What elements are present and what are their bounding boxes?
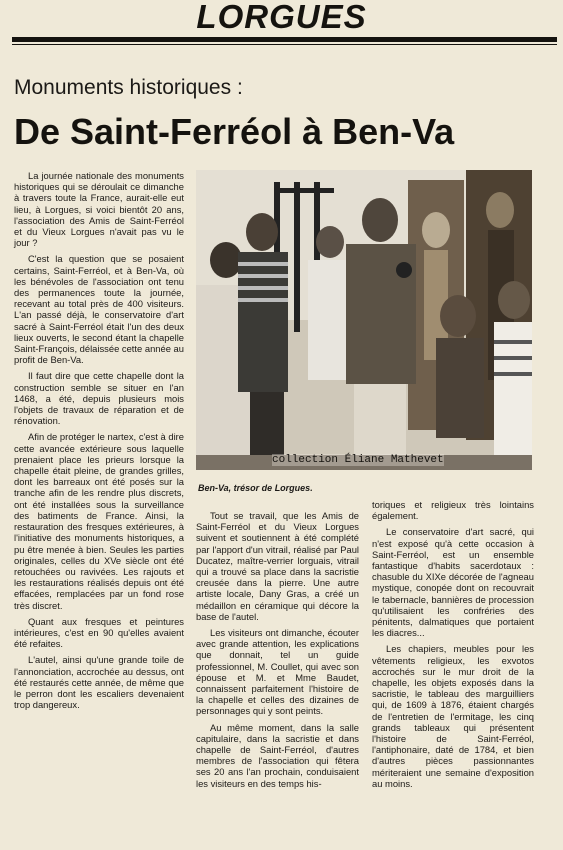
paragraph: La journée nationale des monuments historiques qui se déroulait ce dimanche à travers toute la France, aurait-elle eut lieu, à Lorgues, si voici bientôt 20 ans, l'association des Amis de Saint-Ferréol et du Vieux Lorgues n'avait pas vu le jour ? xyxy=(14,170,184,249)
paragraph: Au même moment, dans la salle capitulaire, dans la sacristie et dans chapelle de Saint-Ferréol, d'autres membres de l'association qui fêtera ses 20 ans l'an prochain, conduisaient les visiteurs en des temps his- xyxy=(196,721,359,789)
section-rubric xyxy=(0,0,563,40)
paragraph: Les chapiers, meubles pour les vêtements religieux, les exvotos accrochés sur le mur droit de la chapelle, les objets exposés dans la sacristie, le tableau des marguilliers qui, de 1609 à 1876, étaient chargés de l'entretien de l'ermitage, les cinq grands tableaux qui présentent l'histoire de Saint-Ferréol, l'antiphonaire, daté de 1784, et bien d'autres pièces passionnantes mériteraient une semaine d'exposition au moins. xyxy=(372,643,534,789)
paragraph: Le conservatoire d'art sacré, qui n'est exposé qu'à cette occasion à Saint-Ferréol, est un ensemble fantastique d'habits sacerdotaux : chasuble du XIXe décorée de l'agneau mystique, conopée dont on recouvrait le tabernacle, bannières de procession qu'utilisaient les confréries des pénitents, dalmatiques que portaient les diacres... xyxy=(372,526,534,639)
article-column-1 xyxy=(14,170,184,715)
article-column-2 xyxy=(196,510,359,794)
paragraph: L'autel, ainsi qu'une grande toile de l'annonciation, accrochée au dessus, ont été restaurés cette année, de même que le perron dont les escaliers devenaient trop dangereux. xyxy=(14,654,184,711)
article-column-3 xyxy=(372,499,534,794)
paragraph: toriques et religieux très lointains également. xyxy=(372,499,534,522)
article-photo xyxy=(196,170,532,470)
section-title: LORGUES xyxy=(196,0,367,35)
header-rule-thin xyxy=(12,44,557,45)
photo-caption: Ben-Va, trésor de Lorgues. xyxy=(198,483,313,493)
paragraph: Il faut dire que cette chapelle dont la construction semble se situer en l'an 1468, a été, depuis plusieurs mois l'objets de travaux de réparation et de rénovation. xyxy=(14,370,184,427)
paragraph: Quant aux fresques et peintures intérieures, c'est en 90 qu'elles avaient été refaites. xyxy=(14,615,184,650)
article-kicker: Monuments historiques : xyxy=(14,76,243,99)
header-rule-thick xyxy=(12,37,557,42)
photo-illustration xyxy=(196,170,532,470)
paragraph: C'est la question que se posaient certains, Saint-Ferréol, et à Ben-Va, où les bénévoles de l'association ont tenu des permanences toute la journée, recevant au total près de 400 visiteurs. L'an passé déjà, le conservatoire d'art sacré à Saint-Ferréol était l'un des deux lieux ouverts, le second étant la chapelle Saint-François, délaissée cette année au profit de Ben-Va. xyxy=(14,253,184,366)
paragraph: Tout se travail, que les Amis de Saint-Ferréol et du Vieux Lorgues suivent et soutiennent à été complété par l'apport d'un vitrail, réalisé par Paul Ducatez, maître-verrier lorguais, vitrail qui a trouvé sa place dans la sacristie creusée dans la pierre. Une autre artiste locale, Dany Gras, a créé un médaillon en céramique qui décore la base de l'autel. xyxy=(196,510,359,622)
paragraph: Afin de protéger le nartex, c'est à dire cette avancée extérieure sous laquelle prenaient place les prieurs lorsque la chapelle était pleine, de grandes grilles, dont les barreaux ont été posés sur la tranche afin de les rendre plus discrets, ont été installées sous la surveillance des batiments de France. Ainsi, la restauration des fresques extérieures, à l'initiative des monuments historiques, a pu être menée à bien. Seules les parties originales, celles du XVe siècle ont été retouchées ou ravivées. Les rajouts et les restaurations réalisés depuis ont été effacées, remplacées par un fond rose très discret. xyxy=(14,431,184,611)
photo-watermark: collection Éliane Mathevet xyxy=(272,454,444,466)
article-headline: De Saint-Ferréol à Ben-Va xyxy=(14,111,455,152)
paragraph: Les visiteurs ont dimanche, écouter avec grande attention, les explications que donnait, tel un guide professionnel, M. Coullet, qui avec son épouse et M. et Mme Baudet, connaissent parfaitement l'histoire de la chapelle et celles des dizaines de personnages qui y sont peints. xyxy=(196,627,359,717)
